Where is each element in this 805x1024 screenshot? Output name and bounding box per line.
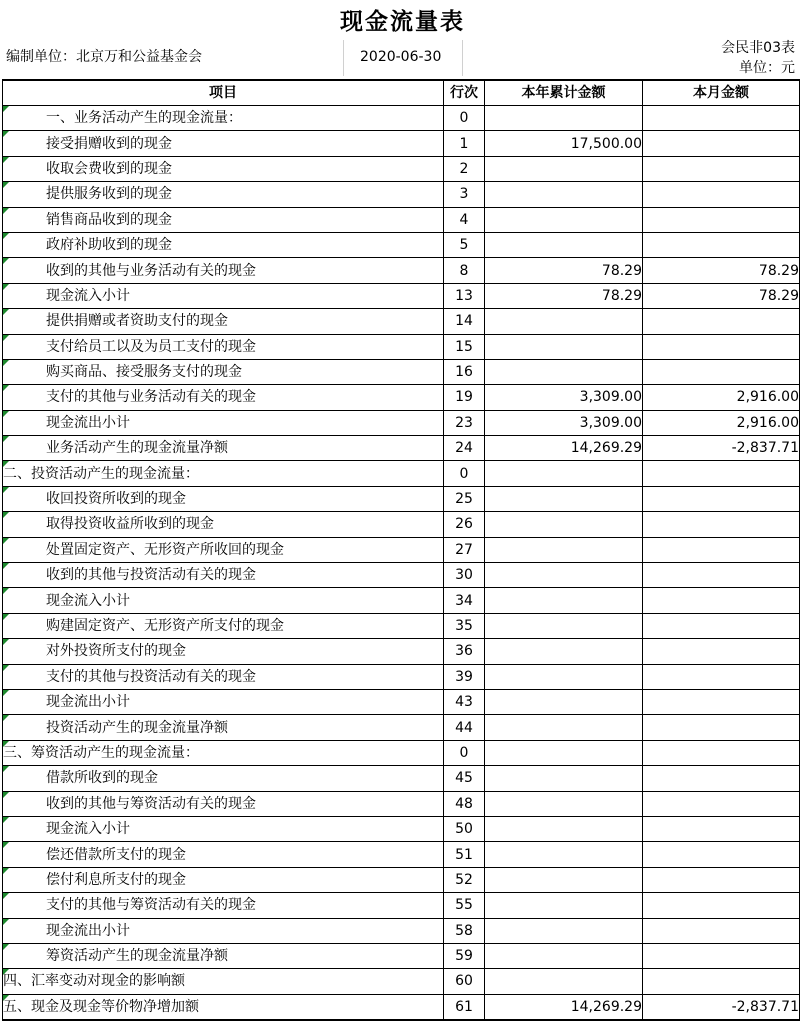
cell-ytd-amount[interactable] bbox=[485, 563, 643, 588]
table-row bbox=[3, 309, 800, 334]
table-row bbox=[3, 969, 800, 994]
table-row bbox=[3, 664, 800, 689]
cell-line-no[interactable]: 16 bbox=[444, 359, 485, 384]
cell-ytd-amount[interactable] bbox=[485, 639, 643, 664]
cell-item[interactable]: 现金流入小计 bbox=[3, 588, 444, 613]
cell-ytd-amount[interactable] bbox=[485, 740, 643, 765]
cell-month-amount[interactable] bbox=[643, 512, 800, 537]
cell-line-no[interactable]: 8 bbox=[444, 258, 485, 283]
table-row bbox=[3, 867, 800, 892]
cell-item[interactable]: 销售商品收到的现金 bbox=[3, 207, 444, 232]
cell-line-no[interactable]: 15 bbox=[444, 334, 485, 359]
cell-month-amount[interactable] bbox=[643, 334, 800, 359]
cell-ytd-amount[interactable] bbox=[485, 156, 643, 181]
cell-line-no[interactable]: 34 bbox=[444, 588, 485, 613]
cell-ytd-amount[interactable] bbox=[485, 842, 643, 867]
col-header-item: 项目 bbox=[3, 80, 444, 106]
cell-item[interactable]: 收回投资所收到的现金 bbox=[3, 486, 444, 511]
cell-ytd-amount[interactable] bbox=[485, 537, 643, 562]
cell-ytd-amount[interactable] bbox=[485, 486, 643, 511]
cell-month-amount[interactable] bbox=[643, 689, 800, 714]
table-row bbox=[3, 639, 800, 664]
cell-line-no[interactable]: 52 bbox=[444, 867, 485, 892]
cell-month-amount[interactable] bbox=[643, 207, 800, 232]
cell-ytd-amount[interactable] bbox=[485, 918, 643, 943]
cell-month-amount[interactable]: -2,837.71 bbox=[643, 436, 800, 461]
cell-month-amount[interactable] bbox=[643, 766, 800, 791]
cell-month-amount[interactable] bbox=[643, 563, 800, 588]
table-row bbox=[3, 588, 800, 613]
cell-item[interactable]: 对外投资所支付的现金 bbox=[3, 639, 444, 664]
cell-item[interactable]: 偿付利息所支付的现金 bbox=[3, 867, 444, 892]
cell-item[interactable]: 收到的其他与业务活动有关的现金 bbox=[3, 258, 444, 283]
cell-line-no[interactable]: 35 bbox=[444, 613, 485, 638]
cell-line-no[interactable]: 24 bbox=[444, 436, 485, 461]
cell-item[interactable]: 现金流出小计 bbox=[3, 410, 444, 435]
cell-month-amount[interactable]: 78.29 bbox=[643, 258, 800, 283]
cash-flow-table bbox=[2, 79, 800, 1021]
cell-ytd-amount[interactable] bbox=[485, 816, 643, 841]
cell-line-no[interactable]: 27 bbox=[444, 537, 485, 562]
cell-line-no[interactable]: 61 bbox=[444, 994, 485, 1020]
cell-line-no[interactable]: 3 bbox=[444, 182, 485, 207]
table-row bbox=[3, 943, 800, 968]
cell-month-amount[interactable] bbox=[643, 309, 800, 334]
cell-ytd-amount[interactable]: 78.29 bbox=[485, 283, 643, 308]
cell-month-amount[interactable] bbox=[643, 613, 800, 638]
table-row bbox=[3, 486, 800, 511]
cell-line-no[interactable]: 55 bbox=[444, 893, 485, 918]
cell-ytd-amount[interactable]: 14,269.29 bbox=[485, 436, 643, 461]
cell-line-no[interactable]: 58 bbox=[444, 918, 485, 943]
cell-item[interactable]: 现金流入小计 bbox=[3, 283, 444, 308]
cell-line-no[interactable]: 59 bbox=[444, 943, 485, 968]
cell-line-no[interactable]: 36 bbox=[444, 639, 485, 664]
cell-item[interactable]: 一、业务活动产生的现金流量： bbox=[3, 106, 444, 131]
cell-line-no[interactable]: 30 bbox=[444, 563, 485, 588]
cell-ytd-amount[interactable] bbox=[485, 461, 643, 486]
cell-item[interactable]: 收取会费收到的现金 bbox=[3, 156, 444, 181]
cell-ytd-amount[interactable]: 3,309.00 bbox=[485, 410, 643, 435]
table-row bbox=[3, 207, 800, 232]
table-row bbox=[3, 156, 800, 181]
cell-ytd-amount[interactable] bbox=[485, 715, 643, 740]
cell-line-no[interactable]: 43 bbox=[444, 689, 485, 714]
cell-ytd-amount[interactable] bbox=[485, 309, 643, 334]
cell-ytd-amount[interactable]: 14,269.29 bbox=[485, 994, 643, 1020]
cell-month-amount[interactable]: 2,916.00 bbox=[643, 385, 800, 410]
cell-ytd-amount[interactable] bbox=[485, 232, 643, 257]
table-row bbox=[3, 918, 800, 943]
cell-ytd-amount[interactable] bbox=[485, 664, 643, 689]
table-row bbox=[3, 816, 800, 841]
table-row bbox=[3, 232, 800, 257]
cell-ytd-amount[interactable] bbox=[485, 766, 643, 791]
cell-month-amount[interactable]: -2,837.71 bbox=[643, 994, 800, 1020]
cell-month-amount[interactable] bbox=[643, 359, 800, 384]
table-row bbox=[3, 131, 800, 156]
col-header-ytd: 本年累计金额 bbox=[485, 80, 643, 106]
cell-ytd-amount[interactable] bbox=[485, 689, 643, 714]
cell-item[interactable]: 现金流入小计 bbox=[3, 816, 444, 841]
cell-month-amount[interactable] bbox=[643, 537, 800, 562]
cell-line-no[interactable]: 19 bbox=[444, 385, 485, 410]
report-date: 2020-06-30 bbox=[360, 49, 442, 65]
cell-month-amount[interactable] bbox=[643, 106, 800, 131]
cell-line-no[interactable]: 1 bbox=[444, 131, 485, 156]
cell-month-amount[interactable] bbox=[643, 740, 800, 765]
cell-item[interactable]: 收到的其他与筹资活动有关的现金 bbox=[3, 791, 444, 816]
cell-ytd-amount[interactable] bbox=[485, 182, 643, 207]
cell-month-amount[interactable] bbox=[643, 715, 800, 740]
cell-month-amount[interactable] bbox=[643, 791, 800, 816]
table-row bbox=[3, 715, 800, 740]
cell-item[interactable]: 政府补助收到的现金 bbox=[3, 232, 444, 257]
cell-line-no[interactable]: 0 bbox=[444, 740, 485, 765]
cell-ytd-amount[interactable] bbox=[485, 791, 643, 816]
cell-item[interactable]: 支付的其他与投资活动有关的现金 bbox=[3, 664, 444, 689]
cell-month-amount[interactable] bbox=[643, 156, 800, 181]
cell-item[interactable]: 二、投资活动产生的现金流量： bbox=[3, 461, 444, 486]
cell-line-no[interactable]: 51 bbox=[444, 842, 485, 867]
cell-item[interactable]: 接受捐赠收到的现金 bbox=[3, 131, 444, 156]
table-header-row bbox=[3, 80, 800, 106]
cell-item[interactable]: 四、汇率变动对现金的影响额 bbox=[3, 969, 444, 994]
cell-item[interactable]: 取得投资收益所收到的现金 bbox=[3, 512, 444, 537]
cell-ytd-amount[interactable] bbox=[485, 359, 643, 384]
cell-ytd-amount[interactable] bbox=[485, 106, 643, 131]
cell-item[interactable]: 支付给员工以及为员工支付的现金 bbox=[3, 334, 444, 359]
table-row bbox=[3, 563, 800, 588]
col-header-line-no: 行次 bbox=[444, 80, 485, 106]
cell-line-no[interactable]: 5 bbox=[444, 232, 485, 257]
cell-ytd-amount[interactable] bbox=[485, 512, 643, 537]
cell-item[interactable]: 现金流出小计 bbox=[3, 918, 444, 943]
cell-month-amount[interactable] bbox=[643, 131, 800, 156]
table-row bbox=[3, 410, 800, 435]
prepared-by: 编制单位：北京万和公益基金会 bbox=[6, 49, 202, 65]
table-row bbox=[3, 842, 800, 867]
cell-item[interactable]: 筹资活动产生的现金流量净额 bbox=[3, 943, 444, 968]
cell-ytd-amount[interactable]: 3,309.00 bbox=[485, 385, 643, 410]
cell-item[interactable]: 提供服务收到的现金 bbox=[3, 182, 444, 207]
cell-line-no[interactable]: 44 bbox=[444, 715, 485, 740]
cell-item[interactable]: 业务活动产生的现金流量净额 bbox=[3, 436, 444, 461]
cell-line-no[interactable]: 25 bbox=[444, 486, 485, 511]
cell-month-amount[interactable] bbox=[643, 918, 800, 943]
cell-month-amount[interactable] bbox=[643, 639, 800, 664]
header-divider bbox=[343, 40, 344, 76]
cell-ytd-amount[interactable] bbox=[485, 943, 643, 968]
cell-line-no[interactable]: 13 bbox=[444, 283, 485, 308]
cell-ytd-amount[interactable] bbox=[485, 893, 643, 918]
report-title: 现金流量表 bbox=[340, 8, 465, 35]
cell-month-amount[interactable] bbox=[643, 893, 800, 918]
cell-item[interactable]: 支付的其他与筹资活动有关的现金 bbox=[3, 893, 444, 918]
cell-line-no[interactable]: 0 bbox=[444, 461, 485, 486]
cell-month-amount[interactable] bbox=[643, 816, 800, 841]
cell-ytd-amount[interactable] bbox=[485, 334, 643, 359]
form-number: 会民非03表 bbox=[721, 40, 795, 56]
cell-line-no[interactable]: 26 bbox=[444, 512, 485, 537]
cell-line-no[interactable]: 60 bbox=[444, 969, 485, 994]
cell-item[interactable]: 购建固定资产、无形资产所支付的现金 bbox=[3, 613, 444, 638]
cell-item[interactable]: 五、现金及现金等价物净增加额 bbox=[3, 994, 444, 1020]
cell-ytd-amount[interactable] bbox=[485, 588, 643, 613]
cell-month-amount[interactable] bbox=[643, 943, 800, 968]
cell-month-amount[interactable] bbox=[643, 969, 800, 994]
cell-ytd-amount[interactable]: 17,500.00 bbox=[485, 131, 643, 156]
table-row bbox=[3, 359, 800, 384]
cell-line-no[interactable]: 14 bbox=[444, 309, 485, 334]
cell-ytd-amount[interactable] bbox=[485, 969, 643, 994]
cell-line-no[interactable]: 23 bbox=[444, 410, 485, 435]
cell-item[interactable]: 借款所收到的现金 bbox=[3, 766, 444, 791]
col-header-month: 本月金额 bbox=[643, 80, 800, 106]
header-divider bbox=[462, 40, 463, 76]
table-row bbox=[3, 537, 800, 562]
table-row bbox=[3, 740, 800, 765]
table-row bbox=[3, 436, 800, 461]
cell-month-amount[interactable] bbox=[643, 588, 800, 613]
cell-ytd-amount[interactable] bbox=[485, 867, 643, 892]
table-row bbox=[3, 766, 800, 791]
table-row bbox=[3, 461, 800, 486]
table-row bbox=[3, 613, 800, 638]
cell-item[interactable]: 偿还借款所支付的现金 bbox=[3, 842, 444, 867]
table-row bbox=[3, 791, 800, 816]
cell-month-amount[interactable] bbox=[643, 461, 800, 486]
cell-line-no[interactable]: 2 bbox=[444, 156, 485, 181]
cell-month-amount[interactable] bbox=[643, 232, 800, 257]
table-row bbox=[3, 182, 800, 207]
cell-item[interactable]: 支付的其他与业务活动有关的现金 bbox=[3, 385, 444, 410]
cell-month-amount[interactable]: 2,916.00 bbox=[643, 410, 800, 435]
cell-ytd-amount[interactable]: 78.29 bbox=[485, 258, 643, 283]
cell-line-no[interactable]: 0 bbox=[444, 106, 485, 131]
cell-month-amount[interactable] bbox=[643, 664, 800, 689]
cell-ytd-amount[interactable] bbox=[485, 613, 643, 638]
table-row bbox=[3, 994, 800, 1020]
cell-item[interactable]: 三、筹资活动产生的现金流量： bbox=[3, 740, 444, 765]
cell-item[interactable]: 收到的其他与投资活动有关的现金 bbox=[3, 563, 444, 588]
cell-month-amount[interactable] bbox=[643, 486, 800, 511]
cell-line-no[interactable]: 50 bbox=[444, 816, 485, 841]
cell-item[interactable]: 投资活动产生的现金流量净额 bbox=[3, 715, 444, 740]
table-row bbox=[3, 283, 800, 308]
currency-unit: 单位：元 bbox=[739, 60, 795, 76]
table-row bbox=[3, 258, 800, 283]
cell-item[interactable]: 提供捐赠或者资助支付的现金 bbox=[3, 309, 444, 334]
table-row bbox=[3, 512, 800, 537]
cell-item[interactable]: 购买商品、接受服务支付的现金 bbox=[3, 359, 444, 384]
cell-line-no[interactable]: 39 bbox=[444, 664, 485, 689]
table-row bbox=[3, 893, 800, 918]
table-row bbox=[3, 385, 800, 410]
cell-line-no[interactable]: 48 bbox=[444, 791, 485, 816]
cell-line-no[interactable]: 45 bbox=[444, 766, 485, 791]
cell-month-amount[interactable] bbox=[643, 182, 800, 207]
cell-item[interactable]: 处置固定资产、无形资产所收回的现金 bbox=[3, 537, 444, 562]
cell-ytd-amount[interactable] bbox=[485, 207, 643, 232]
cell-month-amount[interactable] bbox=[643, 867, 800, 892]
cell-month-amount[interactable] bbox=[643, 842, 800, 867]
table-row bbox=[3, 689, 800, 714]
table-row bbox=[3, 106, 800, 131]
cell-item[interactable]: 现金流出小计 bbox=[3, 689, 444, 714]
cell-month-amount[interactable]: 78.29 bbox=[643, 283, 800, 308]
cell-line-no[interactable]: 4 bbox=[444, 207, 485, 232]
table-row bbox=[3, 334, 800, 359]
